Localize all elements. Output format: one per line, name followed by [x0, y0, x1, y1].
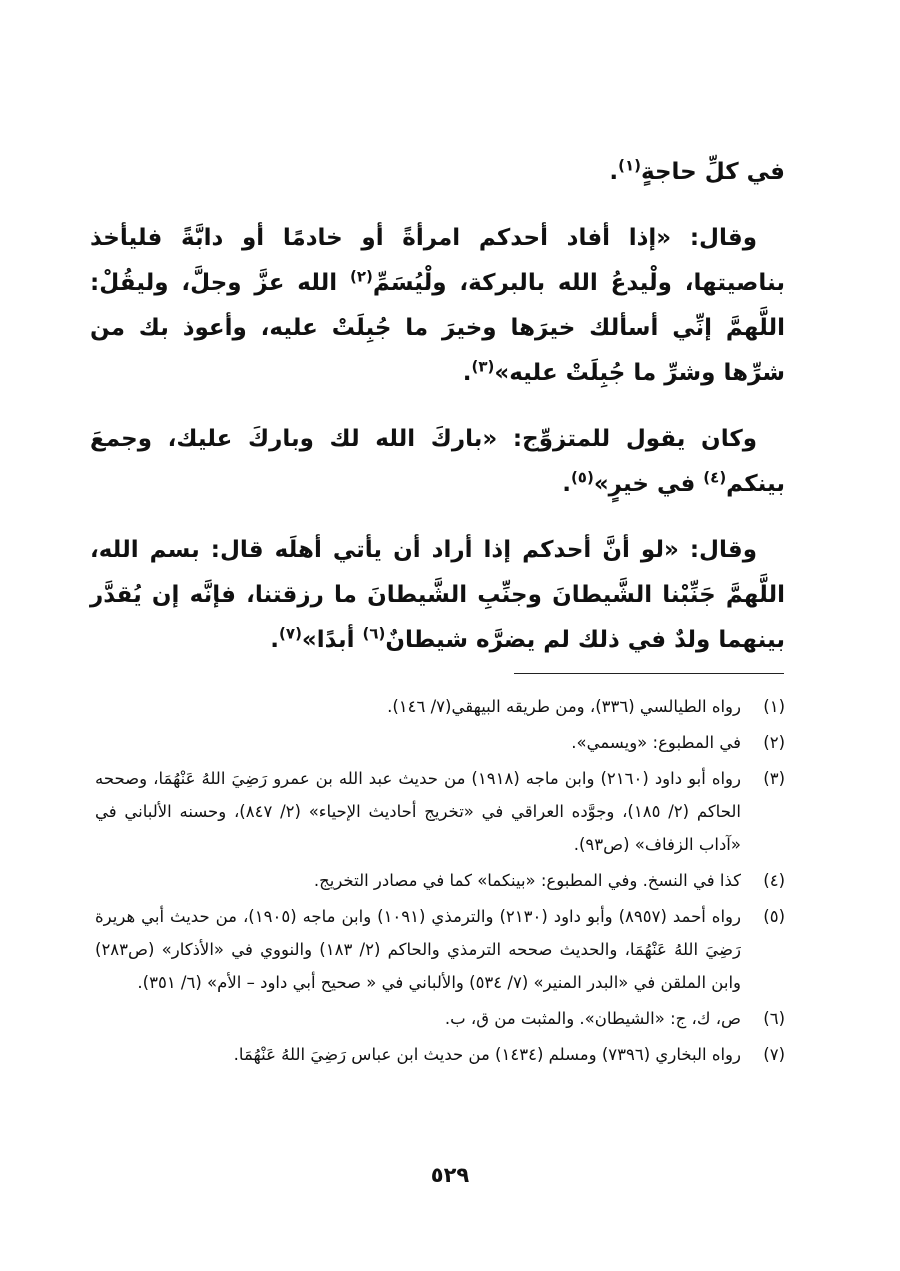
paragraph-4-end: .: [270, 627, 280, 653]
paragraph-1: [90, 150, 785, 195]
footnote-7: [95, 1038, 785, 1071]
footnote-6: [95, 1002, 785, 1035]
footnote-5: [95, 900, 785, 999]
footnote-text: رواه البخاري (٧٣٩٦) ومسلم (١٤٣٤) من حديث ابن عباس رَضِيَ اللهُ عَنْهُمَا.: [233, 1045, 741, 1064]
footnote-ref-4[interactable]: (٤): [703, 468, 727, 487]
footnote-3: [95, 762, 785, 861]
footnote-1: [95, 690, 785, 723]
footnote-text: في المطبوع: «ويسمي».: [571, 733, 741, 752]
footnote-text: كذا في النسخ. وفي المطبوع: «بينكما» كما في مصادر التخريج.: [313, 871, 741, 890]
footnote-ref-5[interactable]: (٥): [570, 468, 594, 487]
footnote-text: رواه الطيالسي (٣٣٦)، ومن طريقه البيهقي(٧/ ١٤٦).: [387, 697, 741, 716]
paragraph-2: [90, 216, 785, 396]
footnote-number: (١): [763, 697, 785, 716]
paragraph-3-end: .: [562, 471, 571, 497]
footnotes: [95, 690, 785, 1074]
paragraph-3-text-a: وكان يقول للمتزوِّج: «باركَ الله لك وباركَ عليك، وجمعَ بينكم: [90, 426, 785, 497]
paragraph-2-text-a: وقال: «إذا أفاد أحدكم امرأةً أو خادمًا أو دابَّةً فليأخذ بناصيتها، ولْيدعُ الله بالبركة، ولْيُسَمِّ: [90, 225, 785, 296]
paragraph-4-text-b: أبدًا»: [301, 627, 363, 653]
paragraph-4: [90, 528, 785, 663]
footnote-ref-7[interactable]: (٧): [279, 624, 302, 643]
footnote-text: رواه أحمد (٨٩٥٧) وأبو داود (٢١٣٠) والترمذي (١٠٩١) وابن ماجه (١٩٠٥)، من حديث أبي هريرة رَضِيَ اللهُ عَنْهُمَا، والحديث صححه الترمذي والحاكم (٢/ ١٨٣) والنووي في «الأذكار» (ص٢٨٣) وابن الملقن في «البدر المنير» (٧/ ٥٣٤) والألباني في « صحيح أبي داود – الأم» (٦/ ٣٥١).: [95, 907, 741, 992]
footnote-number: (٥): [763, 907, 785, 926]
footnote-number: (٣): [763, 769, 785, 788]
paragraph-1-end: .: [609, 159, 619, 185]
footnote-ref-3[interactable]: (٣): [471, 357, 495, 376]
footnote-text: ص، ك، ج: «الشيطان». والمثبت من ق، ب.: [444, 1009, 741, 1028]
footnote-number: (٧): [763, 1045, 785, 1064]
paragraph-3-text-b: في خيرٍ»: [593, 471, 704, 497]
paragraph-2-text-b: الله عزَّ وجلَّ، وليقُلْ: اللَّهمَّ إنِّي أسألك خيرَها وخيرَ ما جُبِلَتْ عليه، وأعوذ بك من شرِّها وشرِّ ما جُبِلَتْ عليه»: [90, 270, 785, 386]
paragraph-4-text-a: وقال: «لو أنَّ أحدكم إذا أراد أن يأتي أهلَه قال: بسم الله، اللَّهمَّ جَنِّبْنا الشَّيطانَ وجنِّبِ الشَّيطانَ ما رزقتنا، فإنَّه إن يُقدَّر بينهما ولدٌ في ذلك لم يضرَّه شيطانٌ: [90, 537, 785, 653]
footnote-number: (٦): [763, 1009, 785, 1028]
page-number: ٥٢٩: [430, 1163, 470, 1187]
footnote-2: [95, 726, 785, 759]
paragraph-3: [90, 417, 785, 507]
paragraph-1-text: في كلِّ حاجةٍ: [641, 159, 785, 185]
footnote-ref-6[interactable]: (٦): [362, 624, 386, 643]
footnote-text: رواه أبو داود (٢١٦٠) وابن ماجه (١٩١٨) من حديث عبد الله بن عمرو رَضِيَ اللهُ عَنْهُمَا، وصححه الحاكم (٢/ ١٨٥)، وجوَّده العراقي في «تخريج أحاديث الإحياء» (٢/ ٨٤٧)، وحسنه الألباني في «آداب الزفاف» (ص٩٣).: [95, 769, 741, 854]
footnote-number: (٢): [763, 733, 785, 752]
footnote-divider: [514, 673, 784, 674]
footnote-ref-2[interactable]: (٢): [349, 267, 373, 286]
footnote-number: (٤): [763, 871, 785, 890]
main-text: [90, 150, 785, 684]
footnote-ref-1[interactable]: (١): [618, 156, 641, 175]
paragraph-2-end: .: [462, 360, 472, 386]
footnote-4: [95, 864, 785, 897]
